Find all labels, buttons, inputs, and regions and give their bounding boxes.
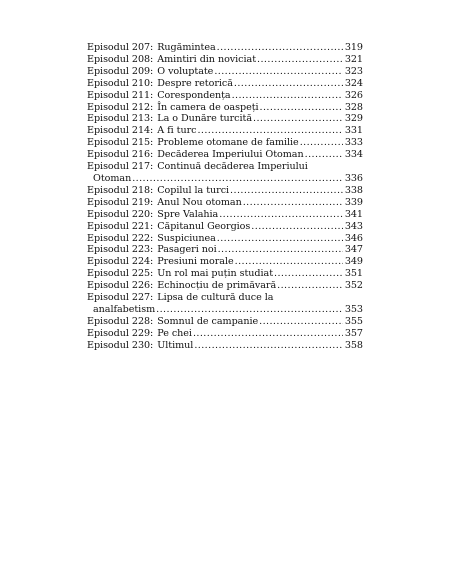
page-number: 347 [344,244,363,256]
toc-entry-221 [87,221,363,233]
episode-label: Episodul 219: [87,196,154,208]
dot-leader [274,268,343,280]
dot-leader [217,42,343,54]
table-of-contents [87,42,363,352]
episode-label: Episodul 210: [87,77,154,89]
episode-label: Episodul 215: [87,137,154,149]
toc-entry-208 [87,54,363,66]
page-number: 346 [344,232,363,244]
episode-title: Ultimul [157,339,194,351]
toc-entry-222 [87,233,363,245]
toc-entry-210 [87,78,363,90]
dot-leader [232,90,343,102]
page-number: 341 [344,208,363,220]
page-number: 352 [344,280,363,292]
toc-entry-217 [87,161,363,185]
episode-label: Episodul 214: [87,125,154,137]
episode-label: Episodul 229: [87,327,154,339]
dot-leader [243,197,343,209]
page-number: 328 [344,101,363,113]
episode-title: Despre retorică [157,77,233,89]
toc-entry-223 [87,244,363,256]
toc-entry-219 [87,197,363,209]
dot-leader [253,113,343,125]
dot-leader [217,233,343,245]
page-number: 343 [344,220,363,232]
episode-title: Copilul la turci [157,184,230,196]
dot-leader [218,244,343,256]
dot-leader [156,304,343,316]
dot-leader [259,316,343,328]
toc-entry-209 [87,66,363,78]
dot-leader [260,102,343,114]
episode-label: Episodul 212: [87,101,154,113]
episode-title: Somnul de campanie [157,315,259,327]
episode-title: Anul Nou otoman [157,196,242,208]
page-number: 338 [344,184,363,196]
page-number: 331 [344,125,363,137]
page-number: 329 [344,113,363,125]
episode-label: Episodul 221: [87,220,154,232]
page-number: 358 [344,339,363,351]
toc-entry-226 [87,280,363,292]
episode-title: Lipsa de cultură duce la [157,292,274,304]
episode-title: În camera de oaspeți [157,101,259,113]
toc-entry-211 [87,90,363,102]
page-number: 323 [344,65,363,77]
dot-leader [234,78,343,90]
dot-leader [194,340,343,352]
episode-label: Episodul 216: [87,149,154,161]
toc-entry-225 [87,268,363,280]
episode-title: La o Dunăre turcită [157,113,252,125]
book-page [87,42,363,352]
episode-title: Continuă decăderea Imperiului [157,161,308,173]
episode-title: Căpitanul Georgios [157,220,251,232]
episode-title: Un rol mai puțin studiat [157,268,273,280]
episode-label: Episodul 209: [87,65,154,77]
episode-title: Presiuni morale [157,256,234,268]
page-number: 324 [344,77,363,89]
toc-entry-230 [87,340,363,352]
episode-title: A fi turc [157,125,197,137]
dot-leader [257,54,343,66]
page-number: 339 [344,196,363,208]
dot-leader [251,221,343,233]
toc-entry-214 [87,125,363,137]
toc-entry-212 [87,102,363,114]
episode-title: Probleme otomane de familie [157,137,299,149]
dot-leader [214,66,343,78]
page-number: 321 [344,53,363,65]
dot-leader [300,137,343,149]
dot-leader [197,125,342,137]
page-number: 336 [344,172,363,184]
toc-entry-229 [87,328,363,340]
toc-entry-215 [87,137,363,149]
episode-label: Episodul 223: [87,244,154,256]
episode-title: Pasageri noi [157,244,217,256]
episode-title: Rugămintea [157,42,216,53]
episode-label: Episodul 230: [87,339,154,351]
toc-entry-213 [87,113,363,125]
toc-entry-207 [87,42,363,54]
dot-leader [277,280,343,292]
episode-label: Episodul 222: [87,232,154,244]
episode-label: Episodul 226: [87,280,154,292]
page-number: 334 [344,149,363,161]
episode-label: Episodul 218: [87,184,154,196]
episode-label: Episodul 225: [87,268,154,280]
dot-leader [132,173,343,185]
dot-leader [193,328,343,340]
episode-title: Spre Valahia [157,208,219,220]
episode-title: O voluptate [157,65,214,77]
episode-label: Episodul 207: [87,42,154,53]
toc-entry-224 [87,256,363,268]
toc-entry-218 [87,185,363,197]
episode-label: Episodul 228: [87,315,154,327]
page-number: 351 [344,268,363,280]
episode-label: Episodul 211: [87,89,154,101]
episode-title: Pe chei [157,327,192,339]
episode-title-continuation: analfabetism [93,303,156,315]
toc-entry-228 [87,316,363,328]
toc-entry-227 [87,292,363,316]
page-number: 349 [344,256,363,268]
episode-label: Episodul 220: [87,208,154,220]
page-number: 353 [344,303,363,315]
episode-label: Episodul 217: [87,161,154,173]
toc-entry-220 [87,209,363,221]
episode-title: Suspiciunea [157,232,216,244]
episode-title: Echinocțiu de primăvară [157,280,277,292]
episode-title: Corespondența [157,89,231,101]
episode-label: Episodul 224: [87,256,154,268]
dot-leader [219,209,343,221]
dot-leader [230,185,343,197]
episode-label: Episodul 213: [87,113,154,125]
dot-leader [235,256,343,268]
page-number: 357 [344,327,363,339]
page-number: 326 [344,89,363,101]
episode-label: Episodul 227: [87,292,154,304]
page-number: 355 [344,315,363,327]
episode-label: Episodul 208: [87,53,154,65]
episode-title-continuation: Otoman [93,172,132,184]
episode-title: Decăderea Imperiului Otoman [157,149,304,161]
toc-entry-216 [87,149,363,161]
episode-title: Amintiri din noviciat [157,53,256,65]
page-number: 319 [344,42,363,53]
dot-leader [305,149,343,161]
page-number: 333 [344,137,363,149]
